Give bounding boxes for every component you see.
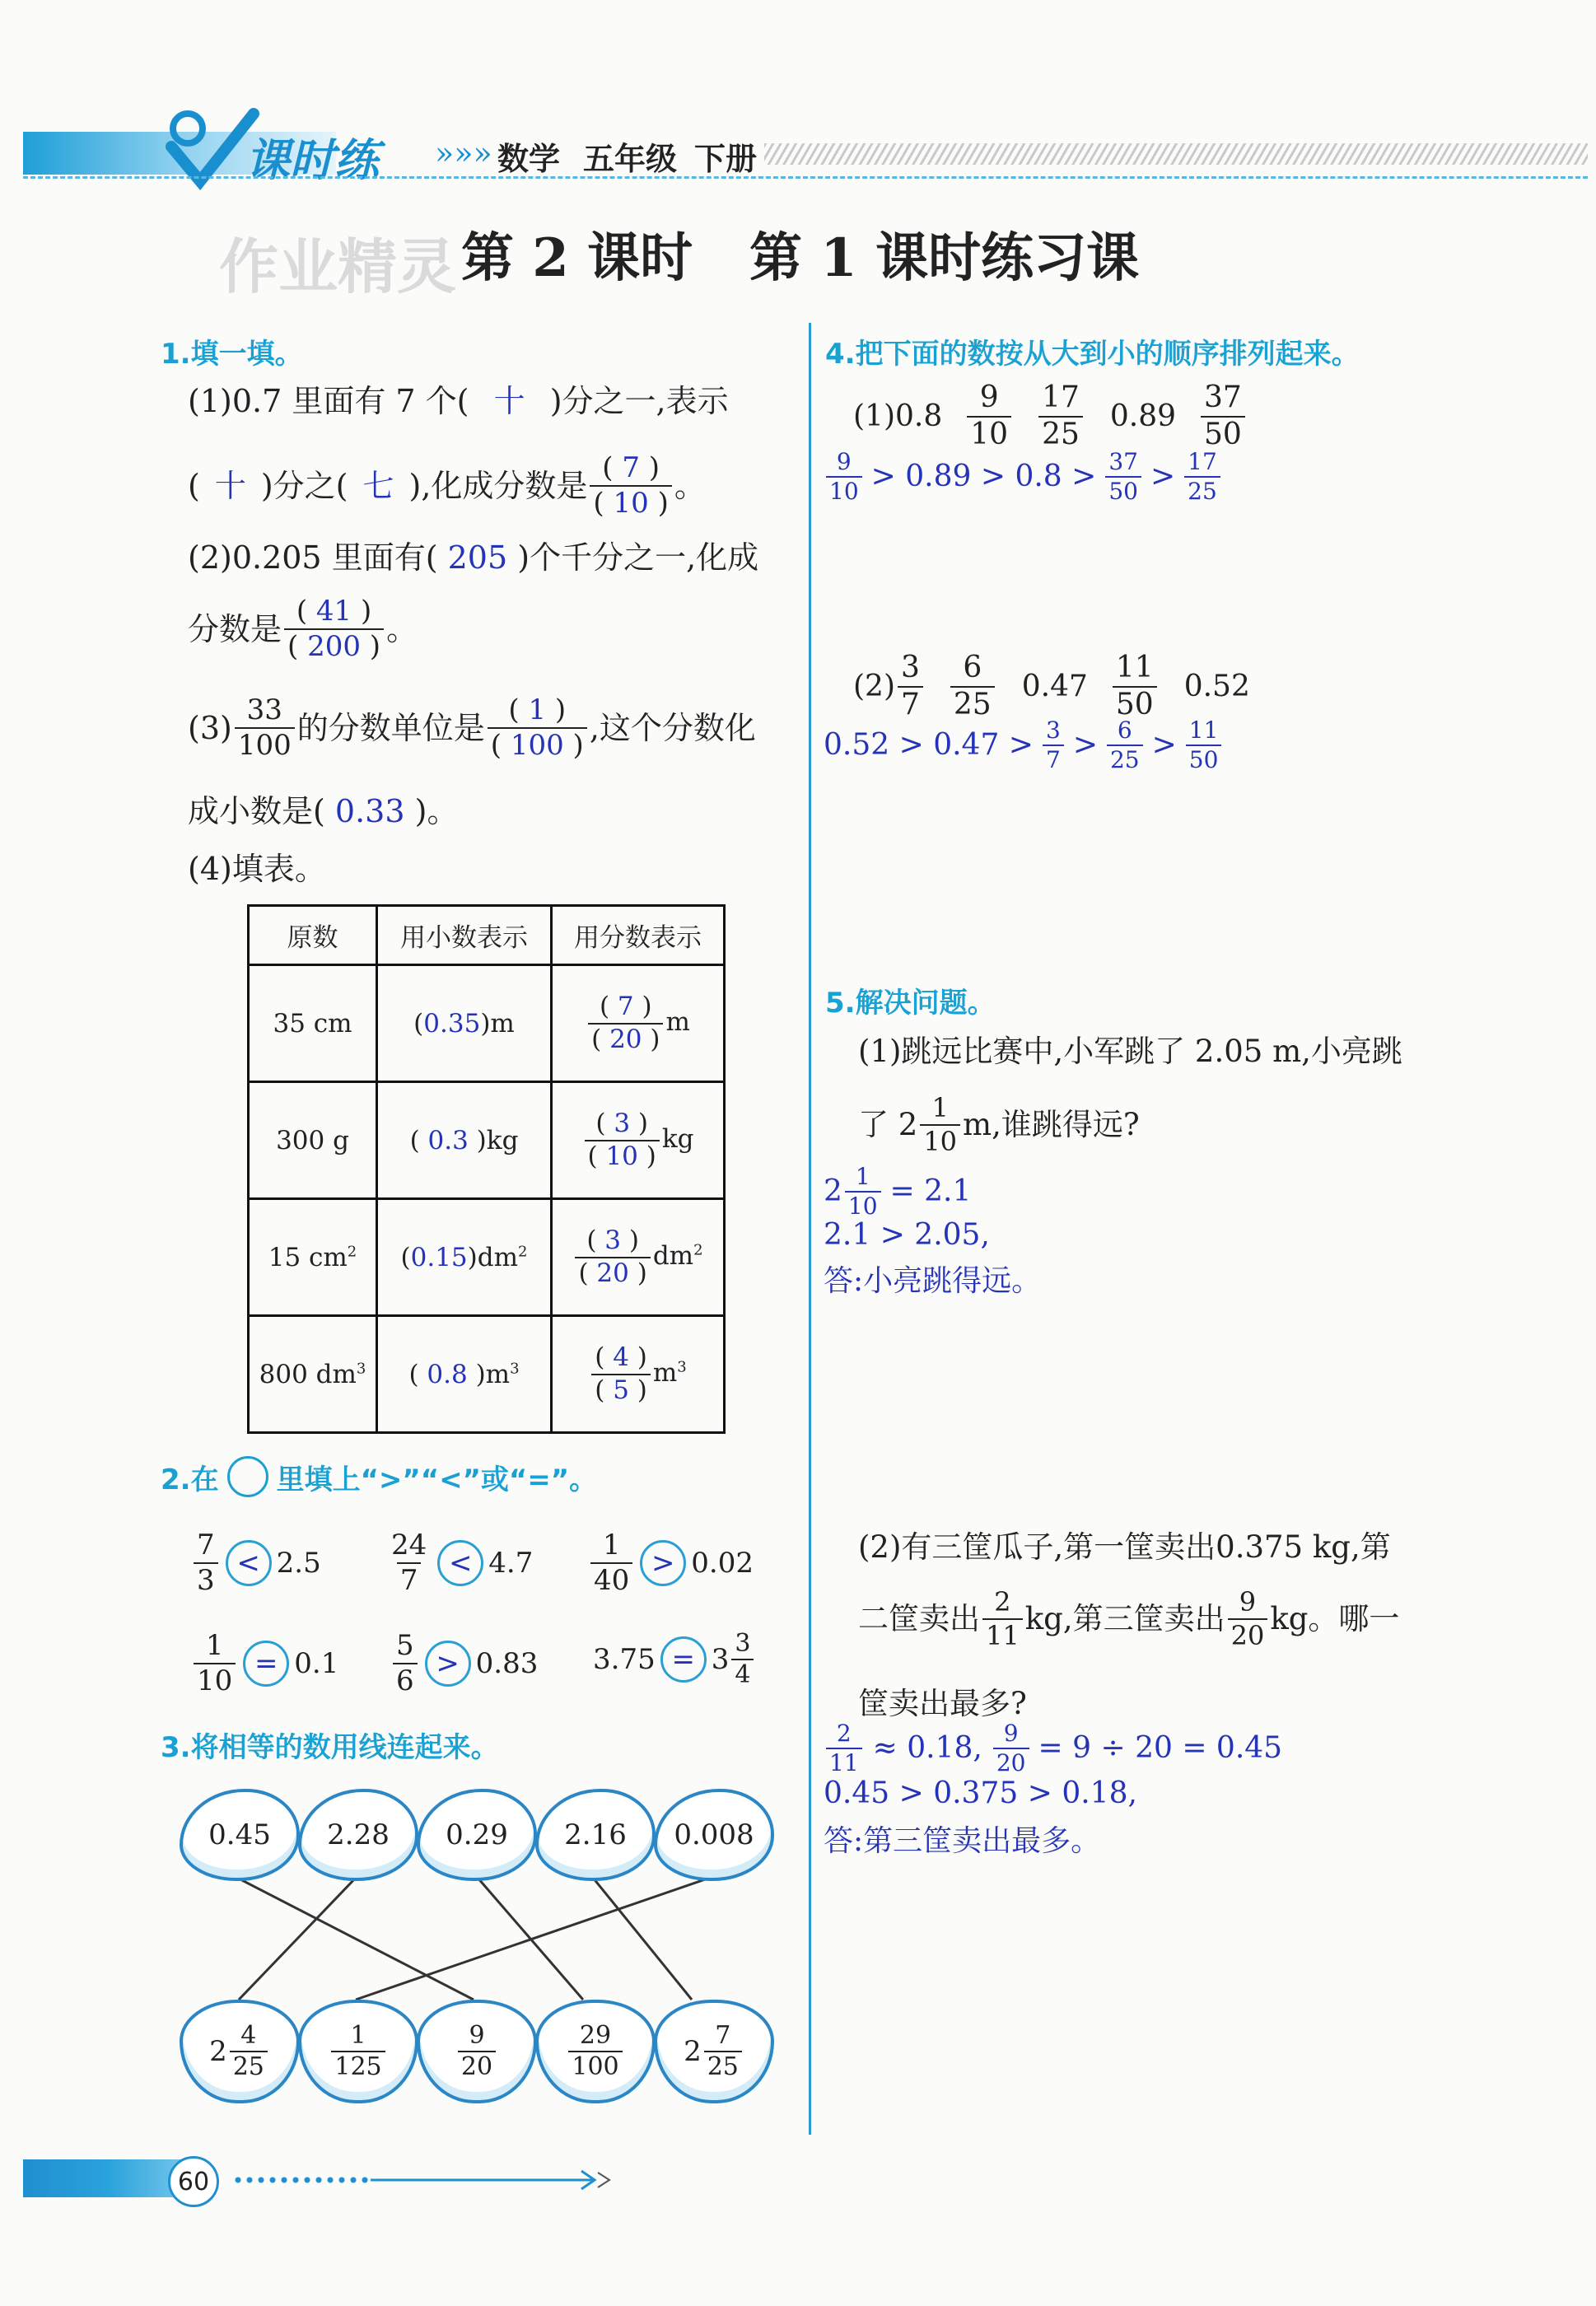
table-header: 原数 [249,906,377,965]
match-line [593,1878,692,2000]
q1-p1-ans3: 七 [362,467,394,504]
q1-p1-fd: 10 [613,486,649,520]
table-cell-decimal: ( 0.8 )$m^3$ [377,1316,552,1433]
q4-answer1: $\frac{9}{10}$ > 0.89 > 0.8 > $\frac{37}{50}$ > $\frac{17}{25}$ [824,450,1223,504]
q1-p2-fraction: $\frac{( 41 )}{( 200 )}$ [284,596,384,661]
q1-p3-e: )。 [414,793,459,829]
q1-p1-ans2: 十 [214,467,246,504]
table-cell-decimal: ( 0.3 )kg [377,1082,552,1199]
compare-answer: < [437,1540,483,1586]
compare-item: $\frac{1}{10}$ = 0.1 [191,1631,338,1696]
cloud-card: 0.29 [417,1789,537,1881]
footer-arrow-icon [371,2166,618,2194]
header-arrows: »»» [435,135,492,171]
compare-answer: > [640,1540,686,1586]
heart-card: $\frac{29}{100}$ [535,2000,656,2103]
footer-dots [232,2176,372,2184]
q5-answer1-line1: 2 $\frac{1}{10}$ = 2.1 [824,1163,972,1221]
cloud-card: 0.008 [654,1789,774,1881]
compare-answer: = [660,1636,707,1683]
cloud-card: 2.16 [535,1789,656,1881]
q1-p3-a: (3) [188,709,232,746]
q5-heading: 5.解决问题。 [825,987,996,1020]
header-logo: 课时练 [245,134,379,186]
q1-p1-a: (1)0.7 里面有 7 个( [188,383,469,419]
compare-answer: = [243,1641,289,1687]
compare-item: $\frac{1}{40}$ > 0.02 [588,1530,754,1595]
q1-p1-fraction: $\frac{( 7 )}{( 10 )}$ [590,453,671,518]
page-title: 第 1 课时练习课 [749,227,1140,289]
q2-heading-a: 2.在 [161,1463,219,1496]
q5-answer2-line3: 答:第三筐卖出最多。 [824,1824,1101,1858]
q1-p3-fn: 1 [528,693,547,726]
q5-p1-line1: (1)跳远比赛中,小军跳了 2.05 m,小亮跳 [858,1034,1402,1069]
watermark-title: 作业精灵 [219,232,457,301]
q1-p3-answer-fraction: $\frac{( 1 )}{( 100 )}$ [488,695,587,760]
page-number: 60 [168,2156,219,2207]
q3-heading: 3.将相等的数用线连起来。 [161,1731,499,1764]
table-cell-fraction: $\frac{( 3 )}{( 20 )}$ $dm^2$ [552,1199,725,1316]
compare-item: $\frac{24}{7}$ < 4.7 [391,1529,534,1597]
q1-p1-c: ( [188,467,200,504]
match-line [237,1878,474,2000]
lesson-label: 第 2 课时 [461,227,693,289]
table-header: 用分数表示 [552,906,725,965]
table-cell-decimal: $(0.15)dm^2$ [377,1199,552,1316]
q1-p3-d: 成小数是( [188,793,325,829]
heart-card: 2 $\frac{7}{25}$ [654,2000,774,2103]
q4-set1: (1)0.8 $\frac{9}{10}$ $\frac{17}{25}$ 0.89 $\frac{37}{50}$ [853,382,1248,451]
cloud-card: 2.28 [298,1789,418,1881]
header-term: 下册 [694,141,758,177]
q4-answer2: 0.52 > 0.47 > $\frac{3}{7}$ > $\frac{6}{25}$ > $\frac{11}{50}$ [824,718,1224,773]
q5-p2-line2: 二筐卖出 $\frac{2}{11}$ kg,第三筐卖出 $\frac{9}{20}$ kg。哪一 [858,1586,1400,1651]
compare-answer: > [425,1641,471,1687]
q1-p1-b: )分之一,表示 [549,383,729,419]
q1-p1-ans1: 十 [493,383,525,419]
header-subject: 数学 [497,141,561,177]
q5-answer1-line2: 2.1 > 2.05, [824,1218,990,1252]
q5-p2-line3: 筐卖出最多? [858,1686,1027,1721]
q1-p2-b: )个千分之一,化成 [517,539,759,576]
table-cell-fraction: $\frac{( 3 )}{( 10 )}$ kg [552,1082,725,1199]
q1-p3-b: 的分数单位是 [296,709,485,746]
compare-item: $\frac{7}{3}$ < 2.5 [191,1530,321,1595]
heart-card: $\frac{1}{125}$ [298,2000,418,2103]
match-line [356,1878,710,2000]
q5-answer2-line2: 0.45 > 0.375 > 0.18, [824,1776,1137,1810]
compare-item: 3.75 = 3 $\frac{3}{4}$ [593,1631,756,1689]
q1-p1-e: ),化成分数是 [408,467,588,504]
table-cell-fraction: $\frac{( 7 )}{( 20 )}$ m [552,965,725,1082]
q1-heading: 1.填一填。 [161,338,303,371]
table-cell-orig: 35 cm [249,965,377,1082]
table-cell-orig: 800 $dm^3$ [249,1316,377,1433]
q5-p2-line1: (2)有三筐瓜子,第一筐卖出0.375 kg,第 [858,1529,1391,1565]
q1-p2-ans: 205 [447,539,508,576]
q4-heading: 4.把下面的数按从大到小的顺序排列起来。 [825,338,1360,371]
table-cell-fraction: $\frac{( 4 )}{( 5 )}$ $m^3$ [552,1316,725,1433]
q2-heading-b: 里填上“>”“<”或“=”。 [276,1463,598,1496]
q1-p2-fn: 41 [315,595,352,628]
table-cell-orig: 300 g [249,1082,377,1199]
compare-answer: < [226,1540,272,1586]
q5-answer1-line3: 答:小亮跳得远。 [824,1264,1042,1298]
heart-card: 2 $\frac{4}{25}$ [180,2000,300,2103]
q1-p1-d: )分之( [260,467,348,504]
compare-item: $\frac{5}{6}$ > 0.83 [390,1631,538,1696]
q1-p3-ans: 0.33 [334,793,405,829]
q1-p3-fd: 100 [510,728,564,762]
q5-answer2-line1: $\frac{2}{11}$ ≈ 0.18, $\frac{9}{20}$ = 9 ÷ 20 = 0.45 [824,1721,1282,1776]
table-cell-orig: 15 $cm^2$ [249,1199,377,1316]
q1-p2-end: 。 [386,610,418,647]
q1-p2-a: (2)0.205 里面有( [188,539,438,576]
heart-card: $\frac{9}{20}$ [417,2000,537,2103]
q1-p2-fd: 200 [307,629,361,663]
q1-p4: (4)填表。 [188,851,326,887]
q1-p1-end: 。 [674,467,706,504]
table-header: 用小数表示 [377,906,552,965]
q4-set2: (2) $\frac{3}{7}$ $\frac{6}{25}$ 0.47 $\frac{11}{50}$ 0.52 [853,651,1250,721]
match-line [239,1878,356,2000]
q1-p3-c: ,这个分数化 [589,709,756,746]
q5-p1-line2: 了 2 $\frac{1}{10}$ m,谁跳得远? [858,1092,1140,1157]
q1-p3-qd: 100 [235,727,295,761]
table-cell-decimal: (0.35)m [377,965,552,1082]
cloud-card: 0.45 [180,1789,300,1881]
header-grade: 五年级 [583,141,678,177]
q1-p3-qn: 33 [246,693,282,726]
q1-p1-fn: 7 [622,451,640,484]
q1-p2-c: 分数是 [188,610,282,647]
